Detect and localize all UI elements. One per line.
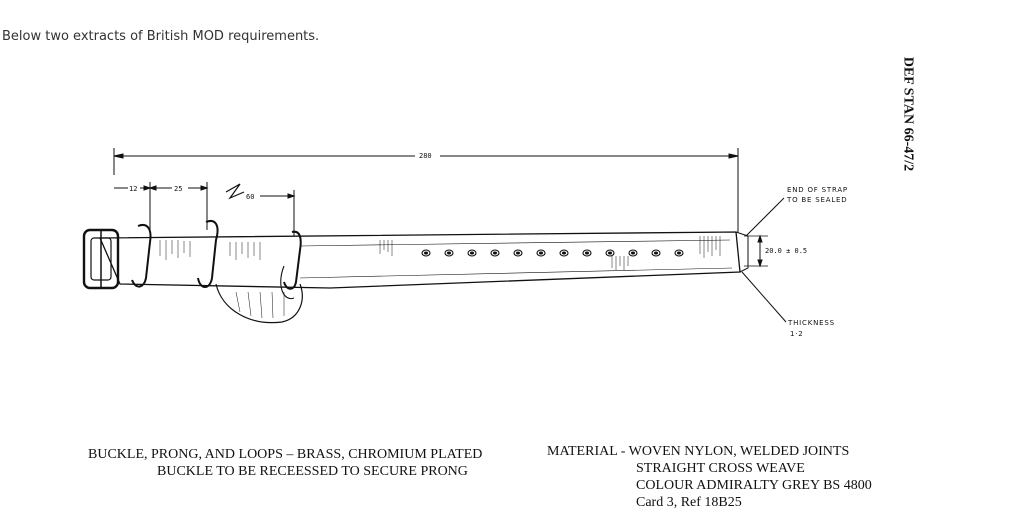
material-spec-line: Card 3, Ref 18B25 bbox=[636, 495, 742, 510]
strap-holes bbox=[422, 250, 683, 256]
thickness-value: 1·2 bbox=[790, 330, 804, 338]
standard-code: DEF STAN 66-47/2 bbox=[900, 56, 916, 172]
buckle-spec bbox=[88, 446, 482, 480]
width-dimension-label: 20.0 ± 0.5 bbox=[765, 247, 808, 255]
buckle-spec-line: BUCKLE TO BE RECEESSED TO SECURE PRONG bbox=[157, 464, 468, 479]
keeper-loop bbox=[198, 221, 218, 287]
material-spec bbox=[547, 443, 872, 511]
dim-25-label: 25 bbox=[174, 185, 183, 193]
dim-12-label: 12 bbox=[129, 185, 138, 193]
strap-flap bbox=[216, 284, 302, 323]
end-of-strap-note: END OF STRAP bbox=[787, 186, 848, 194]
strap-outline bbox=[100, 232, 740, 288]
intro-text: Below two extracts of British MOD requirements. bbox=[2, 29, 320, 44]
buckle-spec-line: BUCKLE, PRONG, AND LOOPS – BRASS, CHROMIUM PLATED bbox=[88, 447, 483, 462]
dim-60-label: 60 bbox=[246, 193, 255, 201]
thickness-label: THICKNESS bbox=[788, 319, 835, 327]
material-spec-line: COLOUR ADMIRALTY GREY BS 4800 bbox=[636, 478, 872, 493]
overall-length-label: 280 bbox=[419, 152, 432, 160]
keeper-loop bbox=[132, 225, 151, 287]
material-spec-line: STRAIGHT CROSS WEAVE bbox=[636, 461, 805, 476]
material-spec-line: MATERIAL - WOVEN NYLON, WELDED JOINTS bbox=[547, 444, 850, 459]
keeper-loop bbox=[284, 232, 301, 289]
sealed-note: TO BE SEALED bbox=[787, 196, 848, 204]
